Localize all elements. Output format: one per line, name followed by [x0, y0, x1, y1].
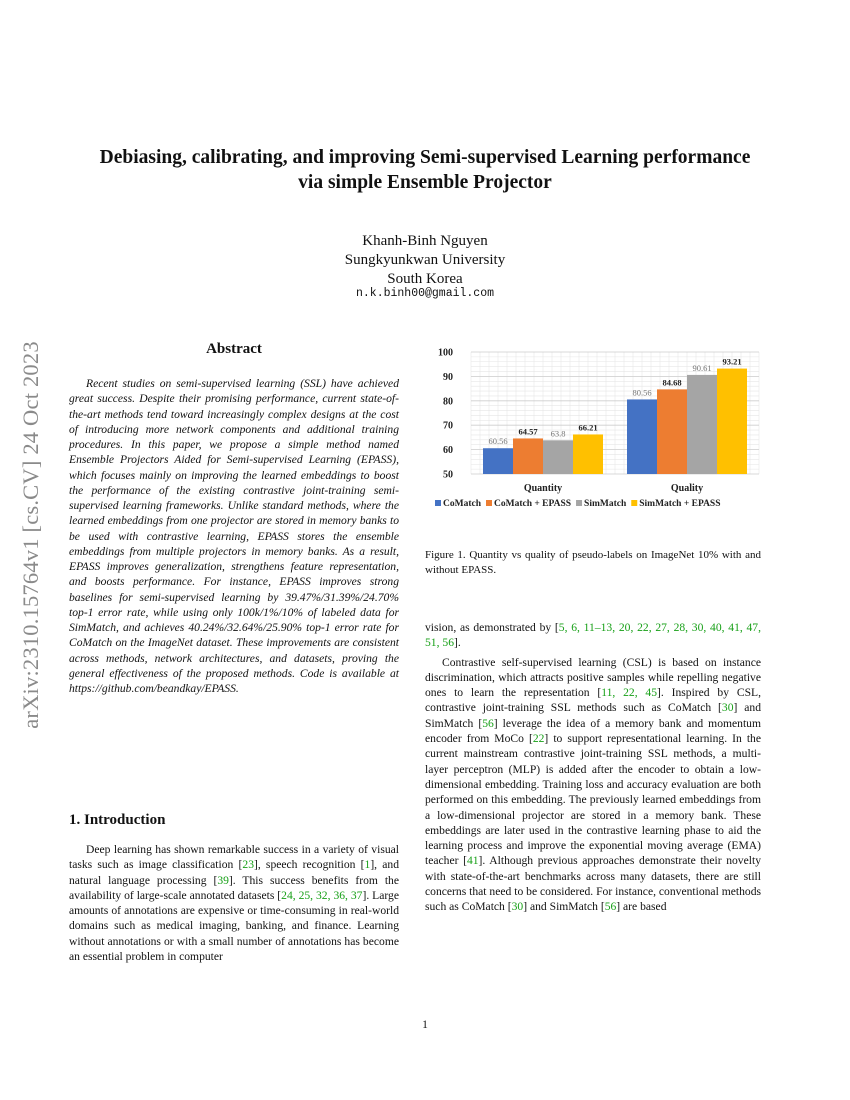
intro-text: ], speech recognition [	[253, 858, 365, 872]
bar-value-label: 60.56	[488, 436, 508, 447]
title-line-1: Debiasing, calibrating, and improving Semi-supervised Learning performance	[99, 147, 751, 168]
y-tick-label: 90	[443, 371, 453, 383]
citation-link[interactable]: 23	[242, 858, 254, 872]
y-tick-label: 80	[443, 396, 453, 408]
body-text: ]. Inspired by CSL, contrastive joint-training SSL methods such as CoMatch [	[425, 686, 761, 715]
bar-value-label: 90.61	[692, 362, 712, 373]
bar	[627, 399, 657, 474]
author-name: Khanh-Binh Nguyen	[362, 233, 488, 249]
body-text: ] are based	[616, 900, 667, 914]
citation-link[interactable]: 1	[364, 858, 371, 872]
title-line-2: via simple Ensemble Projector	[298, 172, 552, 193]
x-category-label: Quantity	[523, 483, 563, 494]
arxiv-id-text: arXiv:2310.15764v1 [cs.CV] 24 Oct 2023	[18, 341, 43, 729]
legend-label: SimMatch	[584, 499, 627, 509]
intro-text: ]. This success benefits from the availability of large-scale annotated datasets [	[69, 873, 399, 902]
bar	[573, 434, 603, 474]
x-category-label: Quality	[670, 483, 704, 494]
bar-value-label: 84.68	[662, 377, 682, 388]
citation-link[interactable]: 11, 22, 45	[601, 686, 658, 700]
citation-link[interactable]: 30	[721, 701, 734, 715]
body-text: ]. Although previous approaches demonstrate their novelty with state-of-the-art benchmarks across many datasets, there are still concerns that need to be considered. For instance, conventional methods such as CoMatch [	[425, 854, 761, 914]
intro-text: ]. Large amounts of annotations are expensive or time-consuming in real-world domains such as medical imaging, banking, and finance. Learning without annotations or with a small number of annotations has become an essential problem in computer	[69, 888, 399, 964]
abstract-heading: Abstract	[206, 341, 262, 357]
author-block	[200, 232, 650, 289]
body-text: ] and SimMatch [	[523, 900, 605, 914]
bar-value-label: 93.21	[722, 356, 742, 367]
citation-link[interactable]: 5, 6, 11–13, 20, 22, 27, 28, 30, 40, 41, 47, 51, 56	[425, 621, 761, 650]
right-column-text	[425, 620, 761, 915]
y-tick-label: 100	[438, 347, 453, 359]
author-affiliation: Sungkyunkwan University	[344, 252, 506, 268]
abstract-text: Recent studies on semi-supervised learning (SSL) have achieved great success. Despite their promising performance, current state-of-the-art methods tend toward increasingly complex designs at the cost of introducing more network components and additional training procedures. In this paper, we propose a simple method named Ensemble Projectors Aided for Semi-supervised Learning (EPASS), which focuses mainly on improving the learned embeddings to boost the performance of the existing contrastive joint-training semi-supervised learning frameworks. Unlike standard methods, where the learned embeddings from one projector are stored in memory banks to be used with contrastive learning, EPASS stores the ensemble embeddings from multiple projectors in memory banks. As a result, EPASS improves generalization, strengthens feature representation, and boosts performance. For instance, EPASS improves strong baselines for semi-supervised learning by 39.47%/31.39%/24.70% top-1 error rate, while using only 100k/1%/10% of labeled data for SimMatch, and achieves 40.24%/32.64%/25.90% top-1 error rate for CoMatch on the ImageNet dataset. These improvements are consistent across methods, network architectures, and datasets, proving the general effectiveness of the proposed methods. Code is available at https://github.com/beandkay/EPASS.	[69, 377, 399, 695]
citation-link[interactable]: 39	[217, 873, 229, 887]
bar-value-label: 80.56	[632, 387, 652, 398]
citation-link[interactable]: 56	[482, 716, 494, 730]
citation-link[interactable]: 41	[466, 854, 479, 868]
citation-link[interactable]: 56	[604, 900, 617, 914]
body-text: ].	[453, 636, 461, 650]
body-text: ] to support representational learning. In the current mainstream contrastive joint-training SSL methods, a multi-layer perceptron (MLP) is added after the encoder to obtain a low-dimensional embedding. Training loss and accuracy evaluation are both performed on this embedding. The previously learned embeddings from a low-dimensional projector are stored in a memory bank. These embeddings are later used in the contrastive learning phase to aid the learning process and improve the exponential moving average (EMA) teacher [	[425, 732, 762, 868]
bar	[543, 440, 573, 474]
bar	[717, 369, 747, 474]
author-country: South Korea	[387, 271, 463, 287]
legend-swatch	[576, 500, 582, 506]
introduction-paragraph	[69, 842, 399, 964]
paper-title	[60, 145, 790, 195]
y-tick-label: 60	[443, 445, 453, 457]
legend-label: SimMatch + EPASS	[639, 499, 721, 509]
bar-value-label: 63.8	[550, 428, 566, 439]
arxiv-side-identifier	[14, 292, 48, 778]
citation-link[interactable]: 22	[532, 732, 545, 746]
legend-swatch	[486, 500, 492, 506]
legend-label: CoMatch + EPASS	[494, 499, 572, 509]
right-paragraph-2	[425, 655, 761, 915]
body-text: vision, as demonstrated by [	[425, 621, 559, 634]
figure-1-bar-chart	[425, 340, 761, 522]
bar-value-label: 64.57	[518, 426, 538, 437]
y-tick-label: 50	[443, 469, 453, 481]
y-tick-label: 70	[443, 420, 453, 432]
figure-caption: Figure 1. Quantity vs quality of pseudo-labels on ImageNet 10% with and without EPASS.	[425, 549, 761, 576]
right-paragraph-1	[425, 620, 761, 651]
page-number: 1	[422, 1018, 428, 1031]
bar	[513, 438, 543, 474]
bar	[687, 375, 717, 474]
body-text: ] leverage the idea of a memory bank and momentum encoder from MoCo [	[425, 716, 761, 746]
bar	[657, 389, 687, 474]
legend-swatch	[435, 500, 441, 506]
citation-link[interactable]: 30	[511, 900, 524, 914]
body-text: Contrastive self-supervised learning (CSL) is based on instance discrimination, which attracts positive samples while repelling negative ones to learn the representation [	[425, 655, 761, 700]
introduction-heading: 1. Introduction	[69, 812, 166, 828]
body-text: ] and SimMatch [	[425, 701, 761, 730]
legend-label: CoMatch	[443, 499, 481, 509]
author-email: n.k.binh00@gmail.com	[355, 287, 495, 300]
citation-link[interactable]: 24, 25, 32, 36, 37	[281, 888, 363, 902]
bar-value-label: 66.21	[578, 422, 598, 433]
legend-swatch	[631, 500, 637, 506]
intro-text: Deep learning has shown remarkable success in a variety of visual tasks such as image classification [	[69, 843, 399, 872]
bar	[483, 448, 513, 474]
intro-text: ], and natural language processing [	[69, 858, 399, 887]
